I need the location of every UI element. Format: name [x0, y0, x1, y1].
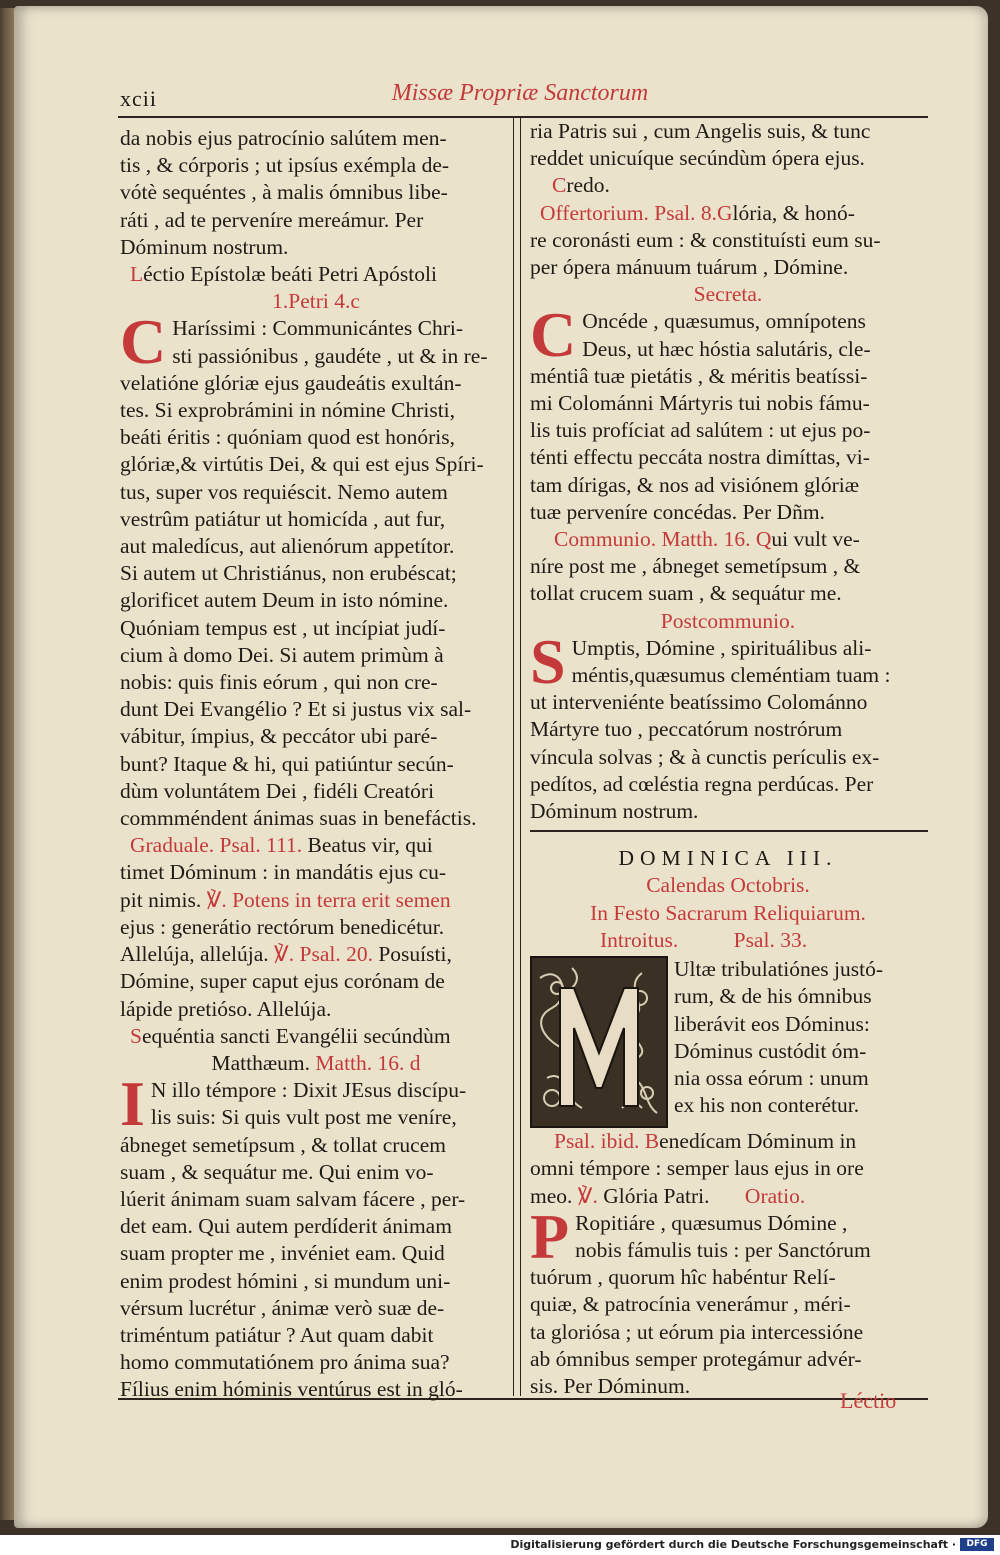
section-spacer: [530, 825, 926, 845]
text-line: liberávit eos Dóminus:: [674, 1011, 870, 1036]
text-line: tus, super vos requiéscit. Nemo autem: [120, 479, 448, 504]
text-line: ejus : generátio rectórum benedicétur.: [120, 914, 445, 939]
drop-cap-i: I: [120, 1077, 145, 1140]
text-line: Umptis, Dómine , spirituálibus ali-: [571, 635, 872, 660]
running-head: Missæ Propriæ Sanctorum: [391, 80, 649, 106]
text-line: Haríssimi : Communicántes Chri-: [172, 316, 464, 341]
lectio-heading: [120, 261, 512, 288]
gloria-patri: Glória Patri.: [603, 1183, 710, 1208]
psal-ibid-first: enedícam Dóminum in: [659, 1129, 857, 1154]
text-line: re coronásti eum : & constituísti eum su-: [530, 227, 881, 252]
text-line: Deus, ut hæc hóstia salutáris, cle-: [582, 336, 871, 361]
text-line: víncula solvas ; & à cunctis perículis ex-: [530, 744, 880, 769]
text-line: lis suis: Si quis vult post me veníre,: [150, 1105, 457, 1130]
offertorium-initial: G: [716, 200, 733, 225]
text-line: tes. Si exprobrámini in nómine Christi,: [120, 398, 456, 423]
text-line: triméntum patiátur ? Aut quam dabit: [120, 1322, 434, 1347]
text-line: enim prodest hómini , si mundum uni-: [120, 1268, 451, 1293]
text-line: dùm voluntátem Dei , fidéli Creatóri: [120, 778, 435, 803]
right-column: [530, 118, 926, 1400]
psal-ibid-label: Psal. ibid.: [554, 1129, 640, 1154]
text-line: Dóminus custódit óm-: [674, 1038, 867, 1063]
versicle-symbol: ℣.: [577, 1183, 598, 1208]
text-line: Dóminum nostrum.: [530, 799, 699, 824]
text-line: pedítos, ad cœléstia regna perdúcas. Per: [530, 771, 874, 796]
text-line: tollat crucem suam , & sequátur me.: [530, 581, 842, 606]
left-column: [120, 125, 512, 1404]
text-line: vérsum lucrétur , ánimæ verò suæ de-: [120, 1295, 445, 1320]
psal-ibid-initial: B: [644, 1129, 660, 1154]
column-divider-right: [520, 118, 521, 1396]
woodcut-initial-m: [530, 956, 668, 1128]
calendas-heading: Calendas Octobris.: [646, 873, 810, 898]
sequentia-heading: [120, 1023, 512, 1050]
text-line: vábitur, ímpius, & peccátor ubi paré-: [120, 724, 438, 749]
sequentia-reference: Matth. 16. d: [315, 1050, 421, 1075]
text-line: timet Dóminum : in mandátis ejus cu-: [120, 860, 447, 885]
text-line: Fílius enim hóminis ventúrus est in gló-: [120, 1377, 463, 1402]
alleluia-verse-ref: ℣. Psal. 20.: [274, 942, 373, 967]
digitization-footer: [0, 1535, 1000, 1555]
alleluia-text: Allelúja, allelúja.: [120, 942, 269, 967]
oratio-paragraph: [530, 1210, 926, 1400]
sequentia-heading-text: equéntia sancti Evangélii secúndùm: [141, 1023, 451, 1048]
credo-initial: C: [552, 173, 567, 198]
drop-cap-s: S: [530, 634, 566, 697]
gloria-line: [530, 1183, 926, 1210]
text-fragment: pit nimis.: [120, 887, 202, 912]
text-line: vestrûm patiátur ut homicída , aut fur,: [120, 506, 446, 531]
text-line: ria Patris sui , cum Angelis suis, & tunc: [530, 119, 871, 143]
graduale-label: Graduale. Psal. 111.: [130, 833, 303, 858]
text-line: glorificet autem Deum in isto nómine.: [120, 588, 449, 613]
text-line: homo commutatiónem pro ánima sua?: [120, 1350, 450, 1375]
text-line: ex his non conterétur.: [674, 1093, 860, 1118]
text-line: ábneget semetípsum , & tollat crucem: [120, 1132, 446, 1157]
text-line: tuórum , quorum hîc habéntur Relí-: [530, 1265, 836, 1290]
versicle-symbol: ℣. Potens in terra erit semen: [206, 887, 451, 912]
graduale-line: [120, 832, 512, 859]
postcommunio-paragraph: [530, 635, 926, 825]
text-line: sis. Per Dóminum.: [530, 1373, 691, 1398]
credo-line: [530, 172, 926, 199]
offertorium-line: [530, 200, 926, 227]
dfg-logo-icon: DFG: [960, 1538, 994, 1551]
text-line: lápide pretióso. Allelúja.: [120, 996, 332, 1021]
festo-heading: In Festo Sacrarum Reliquiarum.: [590, 900, 866, 925]
text-line: tam dírigas, & nos ad visiónem glóriæ: [530, 472, 860, 497]
introitus-heading: [530, 927, 926, 954]
communio-first: ui vult ve-: [771, 527, 860, 552]
text-line: Dómine, super caput ejus corónam de: [120, 969, 445, 994]
text-line: nobis: quis finis eórum , qui non cre-: [120, 670, 438, 695]
sequentia-initial: S: [130, 1023, 142, 1048]
offertorium-label: Offertorium. Psal. 8.: [540, 200, 717, 225]
text-line: Ropitiáre , quæsumus Dómine ,: [575, 1210, 848, 1235]
text-line: omni témpore : semper laus ejus in ore: [530, 1156, 864, 1181]
catchword: Léctio: [840, 1388, 897, 1413]
text-line: reddet unicuíque secúndùm ópera ejus.: [530, 146, 865, 171]
text-line: lúerit ánimam suam salvam fácere , per-: [120, 1186, 466, 1211]
introit-block: [530, 956, 926, 1128]
lectio-reference: 1.Petri 4.c: [272, 289, 360, 314]
text-line: det eam. Qui autem perdíderit ánimam: [120, 1214, 452, 1239]
text-line: nobis fámulis tuis : per Sanctórum: [575, 1237, 871, 1262]
text-line: lis tuis profíciat ad salútem : ut ejus po-: [530, 418, 871, 443]
credo-text: redo.: [566, 173, 610, 198]
drop-cap-p: P: [530, 1209, 570, 1272]
folio-number: xcii: [120, 86, 157, 111]
alleluia-cont: Posuísti,: [378, 942, 452, 967]
text-line: sti passiónibus , gaudéte , ut & in re-: [172, 343, 488, 368]
gospel-paragraph: [120, 1077, 512, 1403]
text-line: ut interveniénte beatíssimo Colománno: [530, 690, 868, 715]
text-line: Mártyre tuo , peccatórum nostrórum: [530, 717, 843, 742]
text-line: Ultæ tribulatiónes justó-: [674, 957, 884, 982]
text-line: ráti , ad te perveníre mereámur. Per: [120, 207, 424, 232]
text-line: suam , & sequátur me. Qui enim vo-: [120, 1159, 434, 1184]
text-line: mi Colománni Mártyris tui nobis fámu-: [530, 391, 870, 416]
introitus-label: Introitus.: [600, 927, 679, 952]
text-line: tuæ perveníre concédas. Per Dñm.: [530, 499, 825, 524]
text-line: suam propter me , invéniet eam. Quid: [120, 1241, 445, 1266]
text-line: ab ómnibus semper protegámur advér-: [530, 1346, 862, 1371]
drop-cap-c: C: [120, 315, 167, 378]
psal-ibid-line: [530, 1128, 926, 1155]
text-line: ta gloriósa ; ut eórum pia intercessióne: [530, 1319, 864, 1344]
text-line: rum, & de his ómnibus: [674, 984, 872, 1009]
text-line: níre post me , ábneget semetípsum , &: [530, 554, 861, 579]
text-line: Dóminum nostrum.: [120, 234, 289, 259]
text-line: ténti effectu peccáta nostra dimíttas, vi-: [530, 445, 870, 470]
sequentia-matthew: Matthæum.: [211, 1050, 311, 1075]
text-line: méntiâ tuæ pietátis , & méritis beatíssi-: [530, 363, 868, 388]
text-line: Si autem ut Christiánus, non erubéscat;: [120, 561, 457, 586]
text-line: cium à domo Dei. Si autem primùm à: [120, 642, 444, 667]
secreta-paragraph: [530, 308, 926, 526]
text-line: [120, 887, 512, 914]
column-divider-left: [513, 118, 514, 1396]
secreta-heading: Secreta.: [693, 282, 763, 307]
postcommunio-heading: Postcommunio.: [660, 608, 796, 633]
text-line: per ópera mánuum tuárum , Dómine.: [530, 255, 849, 280]
communio-line: [530, 526, 926, 553]
text-line: glóriæ,& virtútis Dei, & qui est ejus Spíri-: [120, 452, 484, 477]
text-line: N illo témpore : Dixit JEsus discípu-: [150, 1078, 467, 1103]
text-line: nia ossa eórum : unum: [674, 1065, 869, 1090]
text-line: quiæ, & patrocínia venerámur , méri-: [530, 1292, 851, 1317]
text-line: méntis,quæsumus cleméntiam tuam :: [571, 663, 891, 688]
drop-cap-c: C: [530, 308, 577, 371]
alleluia-line: [120, 941, 512, 968]
text-line: Oncéde , quæsumus, omnípotens: [582, 309, 866, 334]
text-line: tis , & córporis ; ut ipsíus exémpla de-: [120, 153, 450, 178]
text-line: aut maledícus, aut alienórum appetítor.: [120, 534, 455, 559]
lectio-heading-text: éctio Epístolæ beáti Petri Apóstoli: [143, 262, 437, 287]
lectio-initial: L: [130, 262, 144, 287]
footer-credit: Digitalisierung gefördert durch die Deutsche Forschungsgemeinschaft ·: [510, 1538, 956, 1551]
text-line: dunt Dei Evangélio ? Et si justus vix sal-: [120, 697, 472, 722]
text-line: da nobis ejus patrocínio salútem men-: [120, 126, 447, 150]
text-line: Quóniam tempus est , ut incípiat judí-: [120, 615, 446, 640]
introitus-psalm: Psal. 33.: [733, 927, 808, 952]
book-fore-edge: [0, 8, 14, 1520]
communio-initial: Q: [755, 527, 772, 552]
epistle-paragraph: [120, 315, 512, 832]
text-line: beáti éritis : quóniam quod est honóris,: [120, 425, 455, 450]
offertorium-first: lória, & honó-: [732, 200, 855, 225]
graduale-first: Beatus vir, qui: [307, 833, 433, 858]
text-line: commméndent ánimas suas in benefáctis.: [120, 806, 477, 831]
text-fragment: meo.: [530, 1183, 573, 1208]
text-line: vótè sequéntes , à malis ómnibus libe-: [120, 180, 448, 205]
sequentia-line2: [120, 1050, 512, 1077]
oratio-label: Oratio.: [744, 1183, 806, 1208]
communio-label: Communio. Matth. 16.: [554, 527, 751, 552]
text-line: velatióne glóriæ ejus gaudeátis exultán-: [120, 370, 462, 395]
dominica-heading: DOMINICA III.: [618, 846, 838, 871]
text-line: bunt? Itaque & hi, qui patiúntur secún-: [120, 751, 454, 776]
introit-text: [674, 956, 926, 1128]
floral-woodcut-icon: [532, 958, 666, 1126]
